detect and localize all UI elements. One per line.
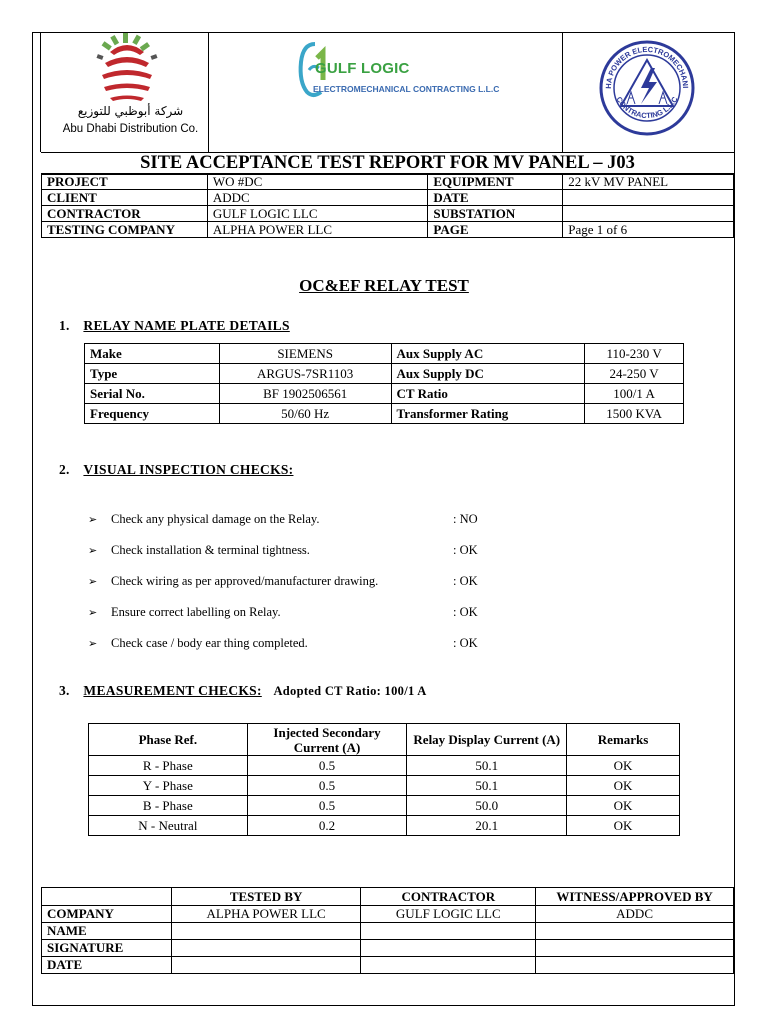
measurement-row [89, 816, 680, 836]
logo-header [40, 32, 735, 152]
info-label: DATE [428, 190, 563, 206]
signoff-header: TESTED BY [171, 888, 361, 906]
check-result: : OK [453, 574, 478, 588]
report-title: SITE ACCEPTANCE TEST REPORT FOR MV PANEL – J03 [41, 152, 734, 175]
check-result: : OK [453, 543, 478, 557]
section-2-title: VISUAL INSPECTION CHECKS: [83, 462, 294, 477]
measurement-cell: N - Neutral [89, 816, 248, 836]
signoff-field[interactable] [361, 923, 536, 940]
alpha-power-seal-icon [597, 38, 697, 138]
info-value: Page 1 of 6 [563, 222, 734, 238]
measurement-cell: B - Phase [89, 796, 248, 816]
signoff-row [42, 923, 734, 940]
info-label: PROJECT [42, 174, 208, 190]
section-3-heading [59, 683, 427, 699]
measurement-cell: 0.5 [247, 776, 407, 796]
measurement-header: Relay Display Current (A) [407, 724, 567, 756]
signoff-row [42, 957, 734, 974]
info-row [42, 174, 734, 190]
signoff-field[interactable] [171, 957, 361, 974]
measurement-cell: R - Phase [89, 756, 248, 776]
check-item [88, 636, 588, 651]
check-result: : OK [453, 605, 478, 619]
nameplate-table [84, 343, 684, 424]
signoff-field[interactable] [536, 940, 734, 957]
ct-ratio-note: Adopted CT Ratio: 100/1 A [273, 684, 427, 698]
section-3-number: 3. [59, 683, 70, 698]
signoff-field[interactable]: GULF LOGIC LLC [361, 906, 536, 923]
check-item [88, 543, 588, 558]
signoff-field[interactable] [171, 940, 361, 957]
info-value: ALPHA POWER LLC [207, 222, 428, 238]
info-label: EQUIPMENT [428, 174, 563, 190]
section-2-heading [59, 462, 293, 478]
measurement-cell: 0.5 [247, 796, 407, 816]
signoff-label: NAME [42, 923, 172, 940]
signoff-field[interactable] [361, 957, 536, 974]
signoff-header [42, 888, 172, 906]
project-info-table [41, 173, 734, 238]
info-row [42, 206, 734, 222]
info-value: WO #DC [207, 174, 428, 190]
info-value: GULF LOGIC LLC [207, 206, 428, 222]
measurement-cell: 0.2 [247, 816, 407, 836]
nameplate-value: 50/60 Hz [219, 404, 391, 424]
header-divider [40, 32, 41, 152]
alpha-power-ring-bottom: CONTRACTING L.L.C [614, 95, 680, 121]
nameplate-label: Serial No. [85, 384, 220, 404]
measurement-cell: Y - Phase [89, 776, 248, 796]
signoff-label: COMPANY [42, 906, 172, 923]
nameplate-value: 110-230 V [585, 344, 684, 364]
addc-emblem-icon [50, 32, 205, 110]
signoff-field[interactable] [536, 923, 734, 940]
section-1-title: RELAY NAME PLATE DETAILS [83, 318, 290, 333]
nameplate-label: Aux Supply AC [391, 344, 585, 364]
nameplate-label: Make [85, 344, 220, 364]
measurement-cell: 50.1 [407, 756, 567, 776]
signoff-field[interactable]: ALPHA POWER LLC [171, 906, 361, 923]
nameplate-value: 100/1 A [585, 384, 684, 404]
measurement-header: Phase Ref. [89, 724, 248, 756]
info-value: 22 kV MV PANEL [563, 174, 734, 190]
info-value [563, 206, 734, 222]
check-item [88, 605, 588, 620]
signoff-row [42, 906, 734, 923]
alpha-power-ring-top: HA POWER ELECTROMECHANI [603, 44, 691, 89]
arrow-bullet-icon: ➢ [88, 606, 98, 619]
arrow-bullet-icon: ➢ [88, 575, 98, 588]
check-text: Ensure correct labelling on Relay. [111, 605, 281, 619]
header-top-line [478, 32, 568, 33]
nameplate-row [85, 384, 684, 404]
arrow-bullet-icon: ➢ [88, 637, 98, 650]
check-text: Check installation & terminal tightness. [111, 543, 310, 557]
nameplate-label: CT Ratio [391, 384, 585, 404]
measurement-row [89, 796, 680, 816]
section-3-title: MEASUREMENT CHECKS: [83, 683, 262, 698]
section-1-heading [59, 318, 290, 334]
info-label: CONTRACTOR [42, 206, 208, 222]
section-1-number: 1. [59, 318, 70, 333]
gulf-logic-subtitle: ELECTROMECHANICAL CONTRACTING L.L.C [313, 84, 500, 94]
signoff-table [41, 887, 734, 974]
measurement-cell: 0.5 [247, 756, 407, 776]
addc-arabic-name: شركة أبوظبي للتوزيع [77, 104, 184, 118]
measurement-header: Remarks [567, 724, 680, 756]
header-top-line [702, 32, 735, 33]
info-label: TESTING COMPANY [42, 222, 208, 238]
nameplate-value: SIEMENS [219, 344, 391, 364]
nameplate-label: Aux Supply DC [391, 364, 585, 384]
gulf-logic-brand: GULF LOGIC [315, 60, 410, 77]
check-result: : OK [453, 636, 478, 650]
signoff-field[interactable] [361, 940, 536, 957]
info-label: SUBSTATION [428, 206, 563, 222]
addc-logo [50, 32, 205, 152]
measurement-row [89, 756, 680, 776]
measurement-cell: OK [567, 796, 680, 816]
signoff-field[interactable]: ADDC [536, 906, 734, 923]
nameplate-value: 24-250 V [585, 364, 684, 384]
info-label: CLIENT [42, 190, 208, 206]
nameplate-label: Type [85, 364, 220, 384]
nameplate-value: ARGUS-7SR1103 [219, 364, 391, 384]
nameplate-row [85, 344, 684, 364]
check-result: : NO [453, 512, 478, 526]
nameplate-value: BF 1902506561 [219, 384, 391, 404]
nameplate-label: Frequency [85, 404, 220, 424]
nameplate-row [85, 404, 684, 424]
measurement-cell: OK [567, 816, 680, 836]
signoff-header: WITNESS/APPROVED BY [536, 888, 734, 906]
signoff-label: SIGNATURE [42, 940, 172, 957]
measurement-cell: OK [567, 776, 680, 796]
nameplate-value: 1500 KVA [585, 404, 684, 424]
info-value: ADDC [207, 190, 428, 206]
signoff-row [42, 940, 734, 957]
info-row [42, 190, 734, 206]
measurement-cell: OK [567, 756, 680, 776]
header-divider [208, 32, 209, 152]
header-divider [562, 32, 563, 152]
check-text: Check wiring as per approved/manufacturer drawing. [111, 574, 379, 588]
signoff-header: CONTRACTOR [361, 888, 536, 906]
signoff-field[interactable] [536, 957, 734, 974]
test-title: OC&EF RELAY TEST [299, 276, 469, 295]
section-2-number: 2. [59, 462, 70, 477]
gulf-logic-logo [295, 40, 500, 130]
measurement-cell: 50.1 [407, 776, 567, 796]
arrow-bullet-icon: ➢ [88, 513, 98, 526]
nameplate-row [85, 364, 684, 384]
info-value [563, 190, 734, 206]
alpha-power-logo [597, 38, 697, 138]
check-item [88, 512, 588, 527]
info-label: PAGE [428, 222, 563, 238]
measurement-row [89, 776, 680, 796]
nameplate-label: Transformer Rating [391, 404, 585, 424]
check-text: Check any physical damage on the Relay. [111, 512, 320, 526]
svg-text:ALPHA POWER ELECTROMECHANICAL [597, 38, 690, 89]
measurement-cell: 20.1 [407, 816, 567, 836]
signoff-field[interactable] [171, 923, 361, 940]
measurement-header: Injected Secondary Current (A) [247, 724, 407, 756]
check-text: Check case / body ear thing completed. [111, 636, 308, 650]
info-row [42, 222, 734, 238]
addc-english-name: Abu Dhabi Distribution Co. [62, 123, 199, 135]
arrow-bullet-icon: ➢ [88, 544, 98, 557]
measurement-cell: 50.0 [407, 796, 567, 816]
check-item [88, 574, 588, 589]
signoff-label: DATE [42, 957, 172, 974]
measurement-table [88, 723, 680, 836]
